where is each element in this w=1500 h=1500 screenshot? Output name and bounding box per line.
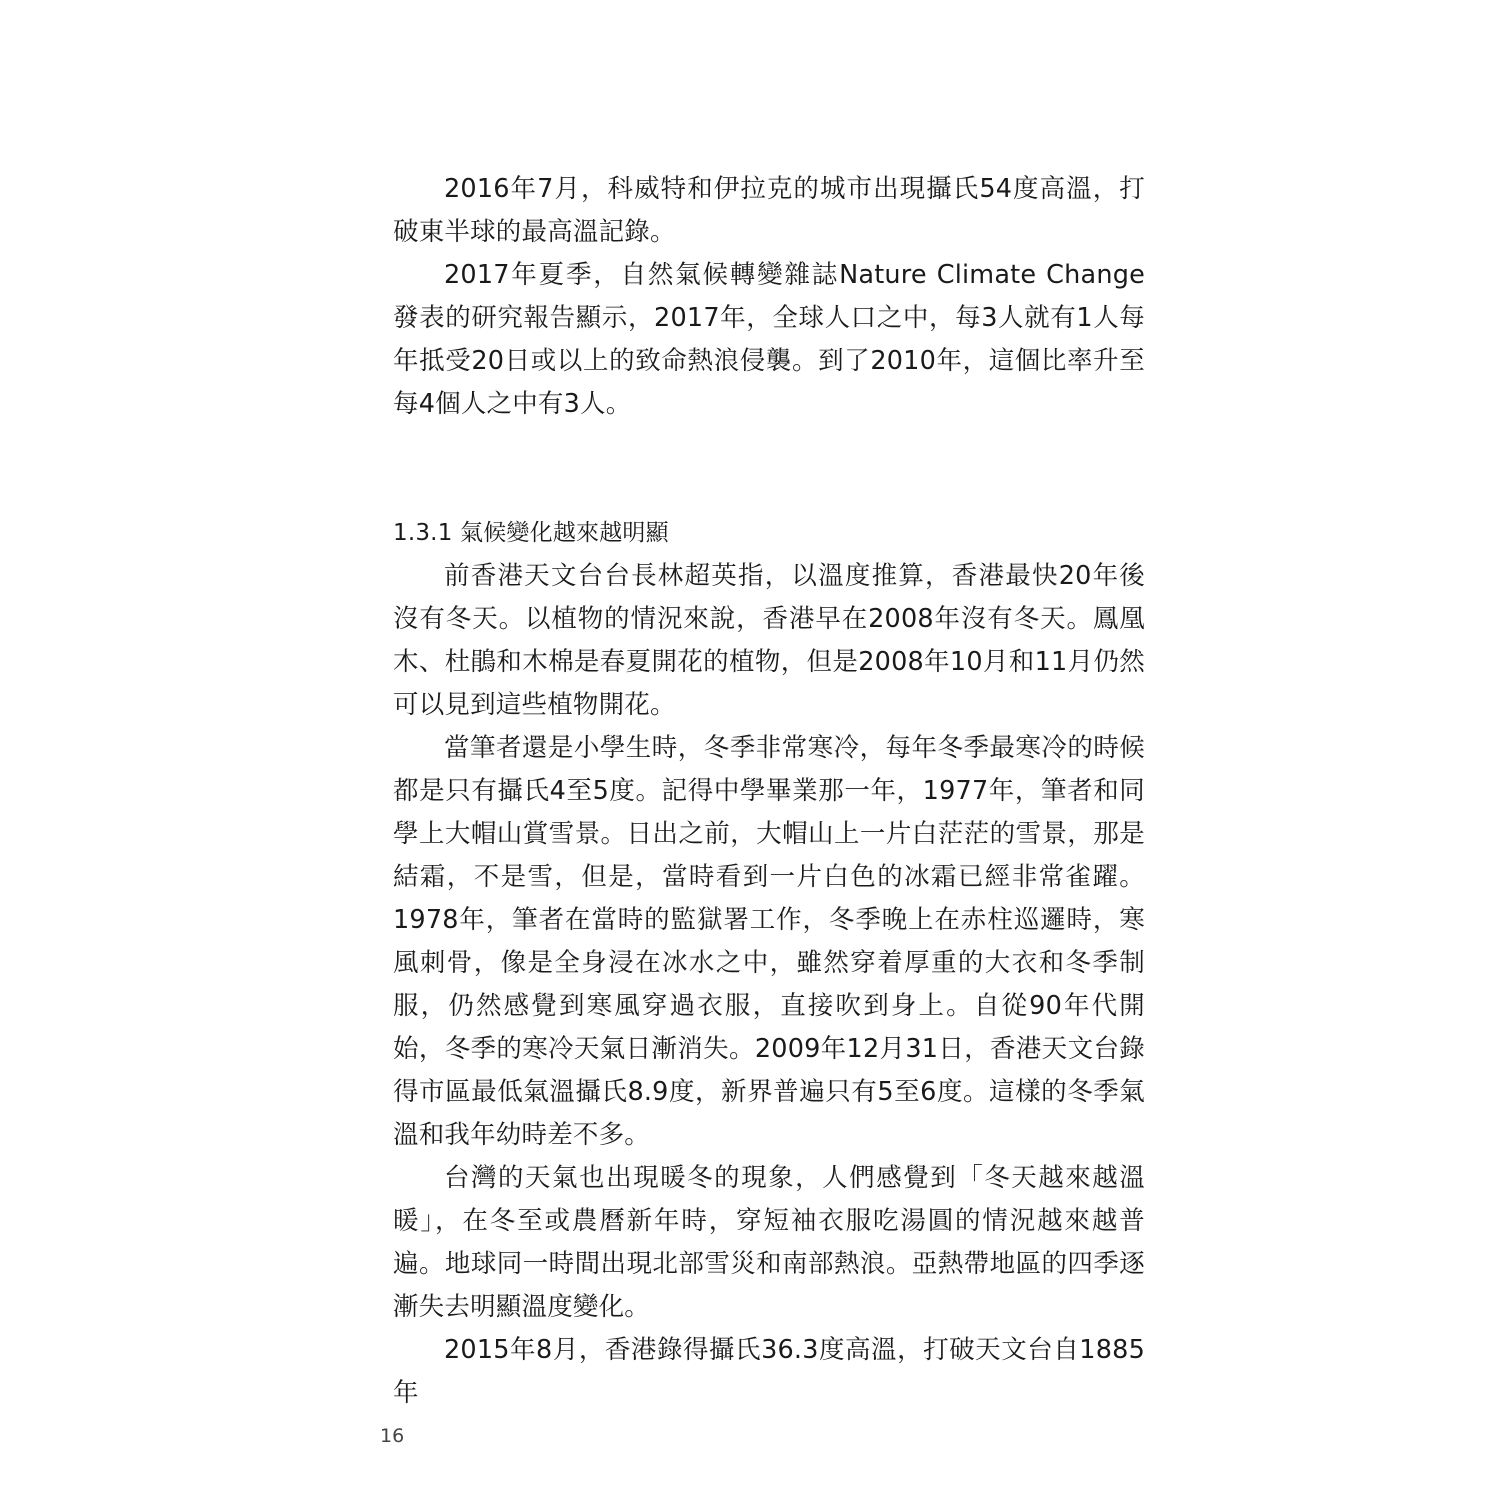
paragraph-childhood-winter: 當筆者還是小學生時，冬季非常寒冷，每年冬季最寒冷的時候都是只有攝氏4至5度。記得中學畢業那一年，1977年，筆者和同學上大帽山賞雪景。日出之前，大帽山上一片白茫茫的雪景，那是結霜，不是雪，但是，當時看到一片白色的冰霜已經非常雀躍。1978年，筆者在當時的監獄署工作，冬季晚上在赤柱巡邏時，寒風刺骨，像是全身浸在冰水之中，雖然穿着厚重的大衣和冬季制服，仍然感覺到寒風穿過衣服，直接吹到身上。自從90年代開始，冬季的寒冷天氣日漸消失。2009年12月31日，香港天文台錄得市區最低氣溫攝氏8.9度，新界普遍只有5至6度。這樣的冬季氣溫和我年幼時差不多。 <box>393 733 1145 1150</box>
section-heading: 1.3.1 氣候變化越來越明顯 <box>393 520 669 546</box>
body-text <box>393 168 1145 1415</box>
paragraph-taiwan-warm-winter: 台灣的天氣也出現暖冬的現象，人們感覺到「冬天越來越溫暖」，在冬至或農曆新年時，穿短袖衣服吃湯圓的情況越來越普遍。地球同一時間出現北部雪災和南部熱浪。亞熱帶地區的四季逐漸失去明顯溫度變化。 <box>393 1163 1145 1322</box>
paragraph-record-heat: 2015年8月，香港錄得攝氏36.3度高溫，打破天文台自1885年 <box>393 1335 1145 1408</box>
section-spacer <box>393 426 1145 512</box>
paragraph-no-winter: 前香港天文台台長林超英指，以溫度推算，香港最快20年後沒有冬天。以植物的情況來說，香港早在2008年沒有冬天。鳳凰木、杜鵑和木棉是春夏開花的植物，但是2008年10月和11月仍然可以見到這些植物開花。 <box>393 561 1145 720</box>
page-number: 16 <box>380 1425 405 1447</box>
paragraph-kuwait-heat: 2016年7月，科威特和伊拉克的城市出現攝氏54度高溫，打破東半球的最高溫記錄。 <box>393 174 1145 247</box>
paragraph-nature-climate-change: 2017年夏季，自然氣候轉變雜誌Nature Climate Change發表的研究報告顯示，2017年，全球人口之中，每3人就有1人每年抵受20日或以上的致命熱浪侵襲。到了2010年，這個比率升至每4個人之中有3人。 <box>393 260 1145 419</box>
